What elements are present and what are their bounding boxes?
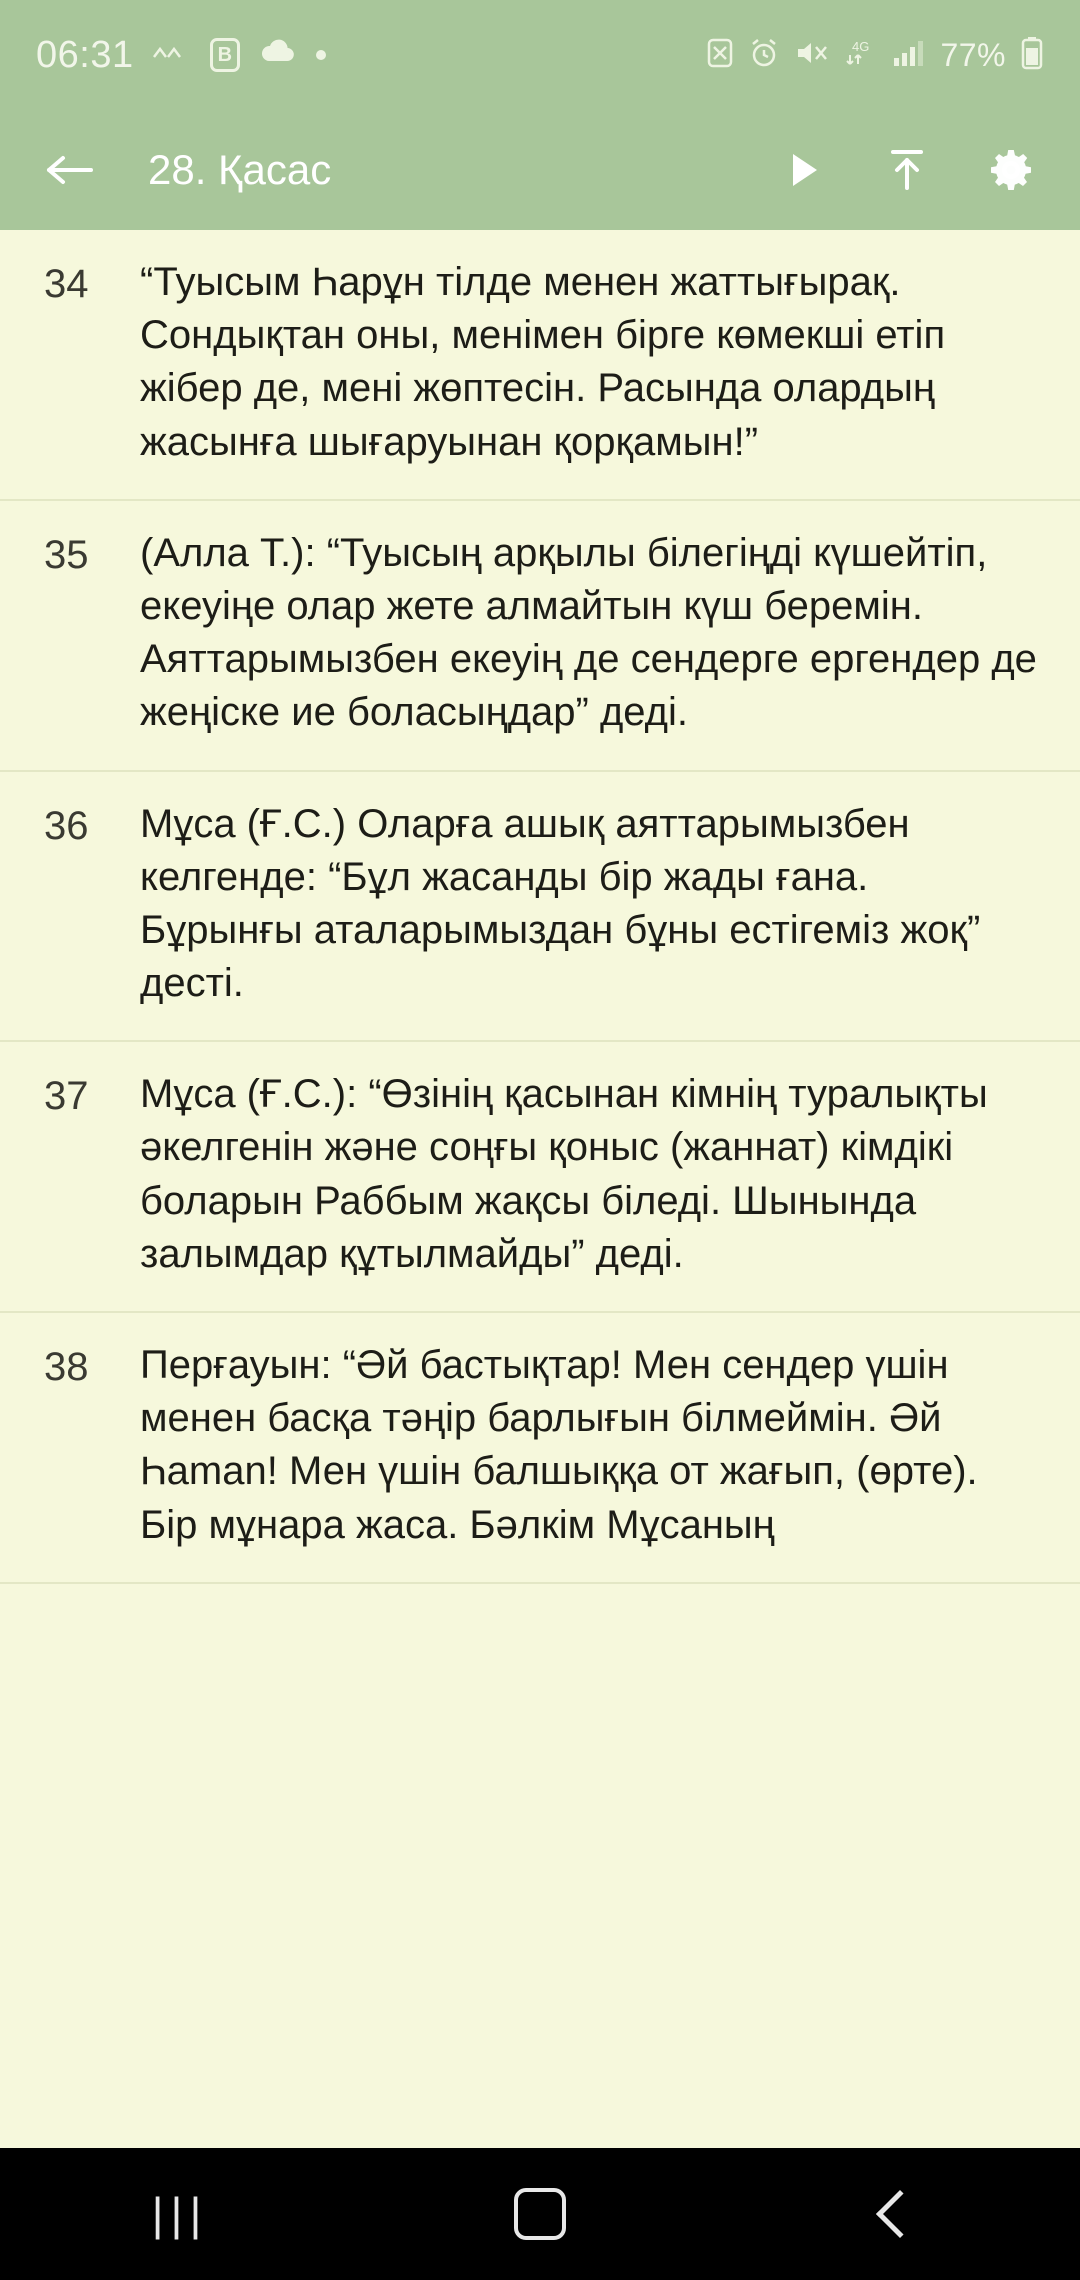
svg-text:4G: 4G: [852, 38, 870, 54]
verse-text: Мұса (Ғ.С.): “Өзінің қасынан кімнің туралықты әкелгенін және соңғы қоныс (жаннат) кімдікі боларын Раббым жақсы біледі. Шынында залымдар құтылмайды” деді.: [140, 1072, 988, 1276]
list-item[interactable]: [0, 1042, 1080, 1313]
list-item[interactable]: [0, 772, 1080, 1043]
signal-wave-icon: [152, 41, 192, 70]
no-sim-icon: [706, 37, 734, 74]
verse-text: “Туысым Һaрұн тілде менен жаттығырақ. Сондықтан оны, менімен бірге көмекші етіп жібер де, мені жөптесін. Расында олардың жасынға шығаруынан қорқамын!”: [140, 260, 946, 464]
cloud-icon: [258, 39, 298, 72]
verse-number: 34: [44, 262, 89, 306]
battery-percent-label: 77%: [940, 36, 1006, 73]
back-button[interactable]: [810, 2164, 990, 2264]
home-button[interactable]: [450, 2164, 630, 2264]
system-navigation-bar: [0, 2148, 1080, 2280]
verse-number: 37: [44, 1074, 89, 1119]
status-bar-left: [36, 34, 326, 77]
4g-data-icon: [844, 37, 878, 74]
list-item[interactable]: [0, 230, 1080, 501]
status-clock: 06:31: [36, 33, 134, 76]
verse-text: Мұса (Ғ.С.) Оларға ашық аяттарымызбен келгенде: “Бұл жасанды бір жады ғана. Бұрынғы аталарымыздан бұны естігеміз жоқ” десті.: [140, 801, 981, 1006]
app-bar: [0, 110, 1080, 230]
verse-number: 36: [44, 803, 89, 848]
settings-gear-icon[interactable]: [976, 135, 1046, 205]
dot-icon: [316, 50, 326, 60]
mute-icon: [794, 38, 830, 73]
signal-bars-icon: [892, 38, 926, 73]
page-title: 28. Қacac: [148, 146, 332, 193]
list-item[interactable]: [0, 1313, 1080, 1584]
bluetooth-badge-icon: B: [210, 38, 240, 72]
verse-number: 38: [44, 1345, 89, 1389]
status-bar-right: [706, 36, 1044, 75]
recents-button[interactable]: [90, 2164, 270, 2264]
battery-icon: [1020, 36, 1044, 75]
status-bar: [0, 0, 1080, 110]
alarm-icon: [748, 37, 780, 74]
list-item[interactable]: [0, 501, 1080, 772]
play-icon[interactable]: [768, 135, 838, 205]
back-arrow-icon[interactable]: [34, 135, 104, 205]
verse-text: (Алла Т.): “Туысың арқылы білегіңді күшейтіп, екеуіңе олар жете алмайтын күш беремін. Аяттарымызбен екеуің де сендерге ергендер де жеңіске ие боласыңдар” деді.: [140, 530, 1037, 735]
back-icon: [876, 2190, 924, 2238]
upload-icon[interactable]: [872, 135, 942, 205]
home-icon: [514, 2188, 566, 2240]
verse-list[interactable]: [0, 230, 1080, 2148]
verse-number: 35: [44, 532, 89, 577]
recents-icon: |||: [151, 2188, 209, 2240]
verse-text: Перғауын: “Әй бастықтар! Мен сендер үшін менен басқа тәңір барлығын білмеймін. Әй Һaman! Мен үшін балшыққа от жағып, (өрте). Бір мұнара жаса. Бәлкім Мұсаның: [140, 1343, 978, 1547]
